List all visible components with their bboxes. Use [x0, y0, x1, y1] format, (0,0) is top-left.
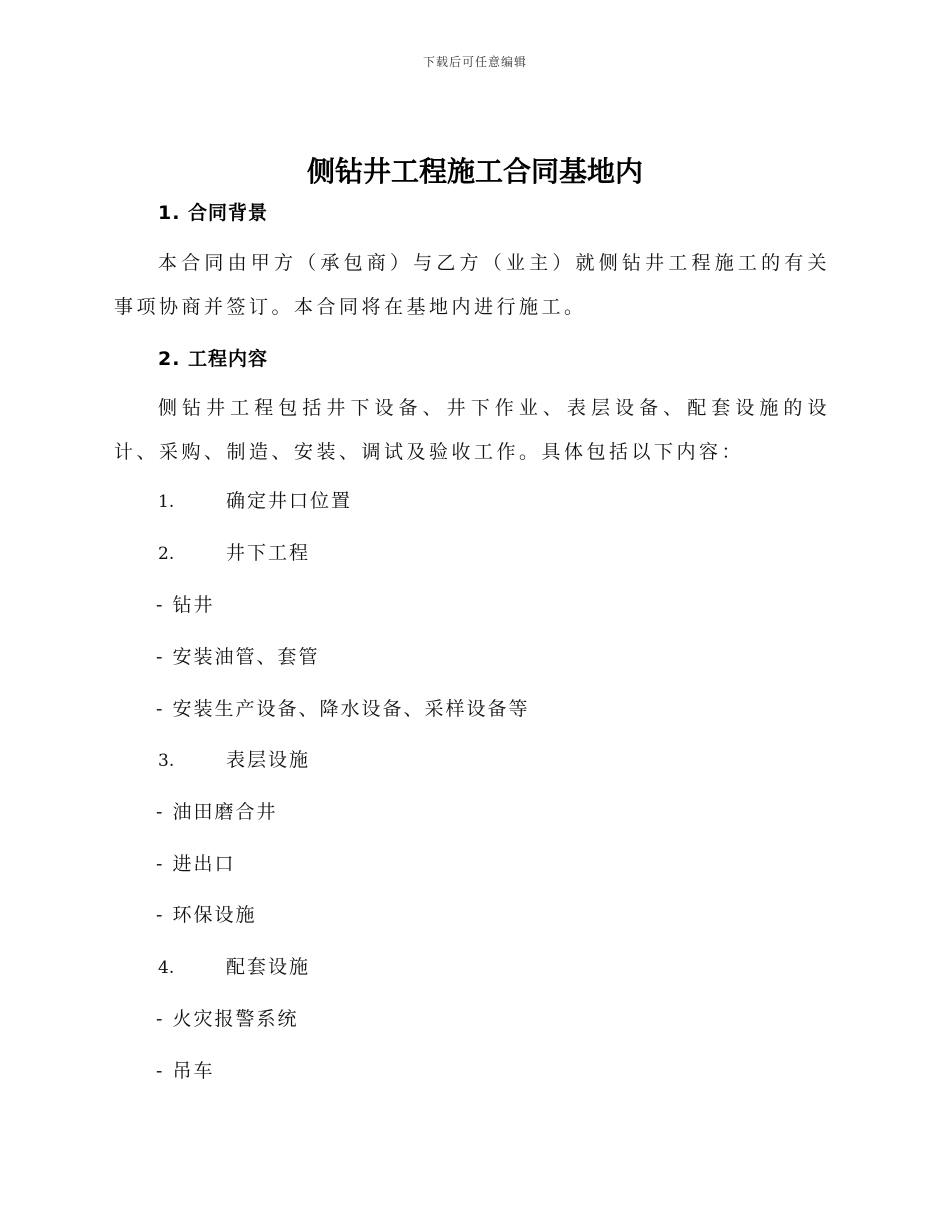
list-item: [158, 952, 310, 982]
list-item: [158, 486, 352, 516]
list-item-text: 井下工程: [226, 542, 311, 564]
sub-list-item: - 油田磨合井: [156, 801, 278, 823]
section-heading-scope: 2. 工程内容: [158, 348, 269, 370]
list-item: [158, 745, 310, 775]
list-item-number: 1.: [158, 492, 175, 512]
sub-list-item: - 安装生产设备、降水设备、采样设备等: [156, 698, 530, 720]
list-item-number: 3.: [158, 751, 175, 771]
sub-list-item: - 吊车: [156, 1060, 215, 1082]
section-paragraph-scope: 侧钻井工程包括井下设备、井下作业、表层设备、配套设施的设计、采购、制造、安装、调试及验收工作。具体包括以下内容：: [114, 397, 830, 463]
sub-list-item: - 环保设施: [156, 904, 257, 926]
page-header-note: 下载后可任意编辑: [422, 55, 527, 69]
sub-list-item: - 钻井: [156, 594, 215, 616]
list-item: [158, 538, 310, 568]
list-item-text: 确定井口位置: [226, 490, 353, 512]
list-item-text: 表层设施: [226, 749, 311, 771]
list-item-text: 配套设施: [226, 956, 311, 978]
section-heading-background: 1. 合同背景: [158, 202, 269, 224]
list-item-number: 2.: [158, 544, 175, 564]
sub-list-item: - 火灾报警系统: [156, 1008, 299, 1030]
document-title: 侧钻井工程施工合同基地内: [306, 155, 643, 188]
sub-list-item: - 安装油管、套管: [156, 646, 320, 668]
sub-list-item: - 进出口: [156, 853, 236, 875]
list-item-number: 4.: [158, 958, 175, 978]
section-paragraph-background: 本合同由甲方（承包商）与乙方（业主）就侧钻井工程施工的有关事项协商并签订。本合同将在基地内进行施工。: [114, 252, 830, 318]
